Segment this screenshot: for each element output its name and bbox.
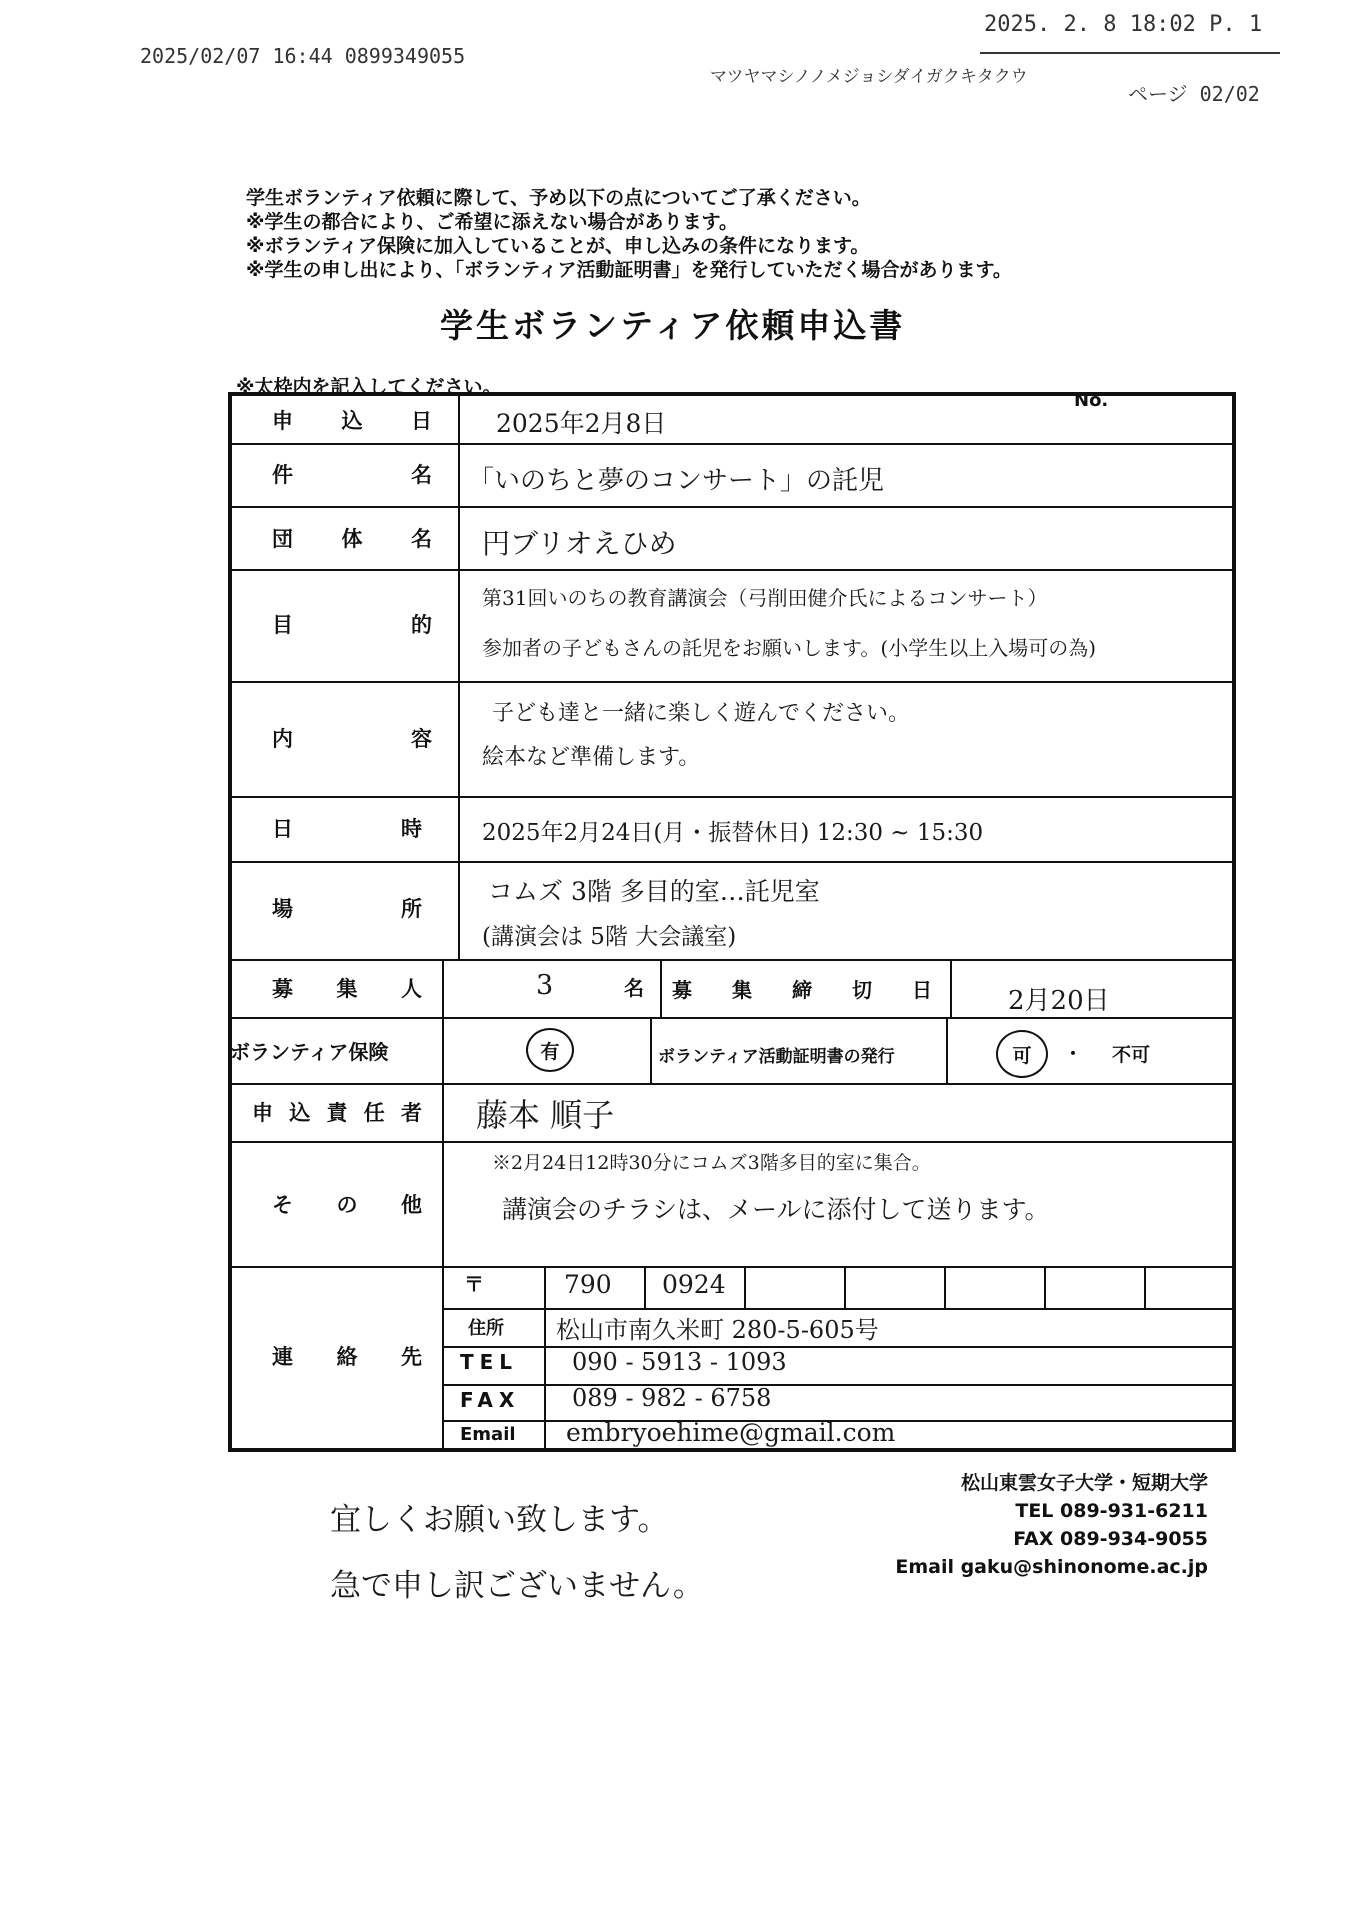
- label-datetime: 日 時: [272, 817, 422, 841]
- value-place-line1: コムズ 3階 多目的室…託児室: [488, 877, 820, 906]
- contact-row-divider: [442, 1384, 1232, 1386]
- label-email: Email: [460, 1424, 516, 1445]
- label-column-divider: [458, 396, 460, 959]
- label-postal: 〒: [464, 1272, 484, 1296]
- university-email: Email gaku@shinonome.ac.jp: [895, 1556, 1208, 1578]
- row-divider: [232, 796, 1232, 798]
- notice-block: [246, 186, 1012, 282]
- postal-box-divider: [644, 1266, 646, 1308]
- label-tel: TEL: [460, 1350, 519, 1374]
- value-recruit-count: 3: [536, 970, 554, 1001]
- label-deadline: 募 集 締 切 日: [672, 977, 932, 1002]
- value-fax: 089 - 982 - 6758: [572, 1384, 772, 1412]
- label-content: 内 容: [272, 727, 432, 751]
- row-divider: [232, 959, 1232, 961]
- value-recruit-unit: 名: [624, 976, 644, 1000]
- label-other: そ の 他: [272, 1193, 422, 1217]
- university-fax: FAX 089-934-9055: [1013, 1528, 1208, 1550]
- label-column-divider: [442, 1266, 444, 1452]
- postal-box-divider: [1144, 1266, 1146, 1308]
- value-purpose-line1: 第31回いのちの教育講演会（弓削田健介氏によるコンサート）: [482, 586, 1048, 610]
- value-postal-1: 790: [564, 1270, 612, 1299]
- value-postal-2: 0924: [662, 1270, 726, 1299]
- value-address: 松山市南久米町 280-5-605号: [556, 1316, 879, 1344]
- label-insurance: ボランティア保険: [230, 1040, 389, 1064]
- label-certificate: ボランティア活動証明書の発行: [658, 1047, 895, 1067]
- value-content-line2: 絵本など準備します。: [482, 745, 701, 770]
- label-fax: FAX: [460, 1388, 521, 1412]
- label-address: 住所: [468, 1318, 504, 1339]
- value-person: 藤本 順子: [476, 1096, 615, 1134]
- notice-line: 学生ボランティア依頼に際して、予め以下の点についてご了承ください。: [246, 187, 871, 209]
- value-deadline: 2月20日: [1008, 986, 1110, 1016]
- notice-line: ※学生の申し出により、「ボランティア活動証明書」を発行していただく場合があります。: [246, 259, 1012, 281]
- row-divider: [232, 443, 1232, 445]
- label-application-date: 申 込 日: [272, 409, 432, 433]
- row-divider: [232, 569, 1232, 571]
- label-column-divider: [442, 959, 444, 1266]
- value-content-line1: 子ども達と一緒に楽しく遊んでください。: [492, 701, 911, 726]
- row-divider: [232, 506, 1232, 508]
- contact-row-divider: [442, 1346, 1232, 1348]
- fax-sent-stamp: 2025/02/07 16:44 0899349055: [140, 44, 466, 68]
- certificate-no: 不可: [1112, 1044, 1151, 1066]
- label-purpose: 目 的: [272, 613, 432, 637]
- cell-divider: [650, 1017, 652, 1083]
- row-divider: [232, 1141, 1232, 1143]
- certificate-yes-circle: 可: [996, 1030, 1048, 1078]
- row-divider: [232, 681, 1232, 683]
- postal-box-divider: [844, 1266, 846, 1308]
- application-form: [228, 392, 1236, 1452]
- row-divider: [232, 861, 1232, 863]
- cell-divider: [660, 959, 662, 1017]
- fax-page-number: ページ 02/02: [1128, 82, 1260, 106]
- value-organization: 円ブリオえひめ: [482, 527, 677, 560]
- value-other-line2: 講演会のチラシは、メールに添付して送ります。: [502, 1195, 1050, 1224]
- value-email: embryoehime@gmail.com: [566, 1418, 896, 1447]
- notice-line: ※学生の都合により、ご希望に添えない場合があります。: [246, 211, 738, 233]
- value-purpose-line2: 参加者の子どもさんの託児をお願いします。(小学生以上入場可の為): [482, 636, 1097, 660]
- handwritten-note-line2: 急で申し訳ございません。: [330, 1568, 704, 1604]
- label-person: 申 込 責 任 者: [252, 1101, 422, 1125]
- row-divider: [232, 1083, 1232, 1085]
- value-place-line2: (講演会は 5階 大会議室): [482, 924, 737, 950]
- notice-line: ※ボランティア保険に加入していることが、申し込みの条件になります。: [246, 235, 870, 257]
- cell-divider: [946, 1017, 948, 1083]
- label-recruit: 募 集 人: [272, 977, 422, 1001]
- label-contact: 連 絡 先: [272, 1345, 422, 1369]
- fax-header-rule: [980, 52, 1280, 54]
- university-tel: TEL 089-931-6211: [1015, 1500, 1208, 1522]
- handwritten-note-line1: 宜しくお願い致します。: [330, 1502, 669, 1538]
- label-event-name: 件 名: [272, 463, 432, 487]
- form-title: 学生ボランティア依頼申込書: [440, 306, 906, 345]
- value-tel: 090 - 5913 - 1093: [572, 1348, 787, 1376]
- value-application-date: 2025年2月8日: [496, 409, 667, 438]
- form-instruction: ※太枠内を記入してください。: [236, 376, 502, 398]
- fax-sender-name: マツヤマシノノメジョシダイガクキタクウ: [710, 67, 1028, 87]
- university-name: 松山東雲女子大学・短期大学: [960, 1472, 1208, 1494]
- form-number-label: No.: [1074, 390, 1109, 411]
- value-datetime: 2025年2月24日(月・振替休日) 12:30 ~ 15:30: [482, 820, 984, 846]
- postal-box-divider: [1044, 1266, 1046, 1308]
- label-place: 場 所: [272, 897, 422, 921]
- value-other-line1: ※2月24日12時30分にコムズ3階多目的室に集合。: [492, 1152, 931, 1174]
- row-divider: [232, 1266, 1232, 1268]
- postal-box-divider: [944, 1266, 946, 1308]
- label-organization: 団 体 名: [272, 527, 432, 551]
- contact-label-divider: [544, 1266, 546, 1452]
- insurance-yes-circle: 有: [526, 1028, 574, 1072]
- value-event-name: 「いのちと夢のコンサート」の託児: [468, 466, 885, 496]
- fax-received-stamp: 2025. 2. 8 18:02 P. 1: [984, 12, 1263, 37]
- certificate-separator: ・: [1064, 1044, 1082, 1065]
- row-divider: [232, 1017, 1232, 1019]
- cell-divider: [950, 959, 952, 1017]
- postal-box-divider: [744, 1266, 746, 1308]
